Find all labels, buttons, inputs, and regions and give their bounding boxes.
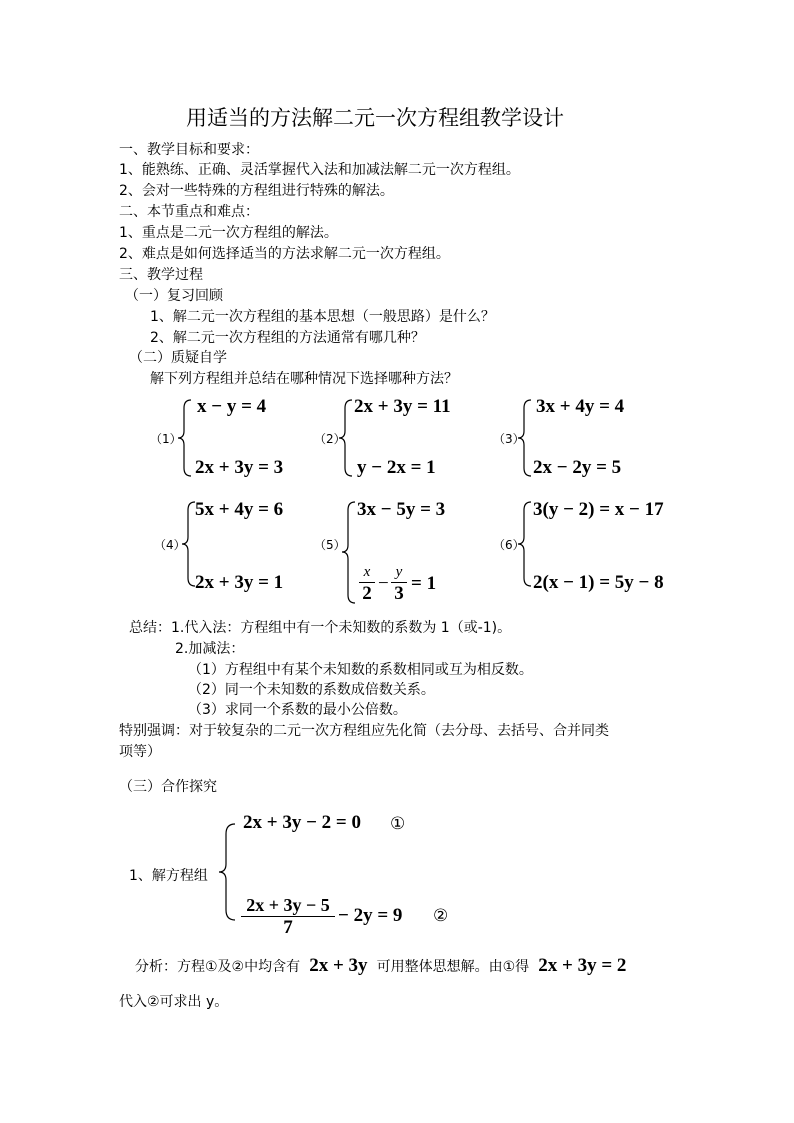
system-eq1: 2x + 3y = 11 — [354, 396, 451, 417]
subheading-self-study: （二）质疑自学 — [129, 350, 227, 366]
fraction-y-over-3: y 3 — [391, 564, 407, 604]
analysis-expr-2: 2x + 3y = 2 — [538, 955, 627, 976]
problem-eq1: 2x + 3y − 2 = 0 — [243, 812, 361, 833]
problem-label: 1、解方程组 — [129, 868, 208, 884]
subheading-review: （一）复习回顾 — [125, 288, 223, 304]
system-eq1: 3(y − 2) = x − 17 — [533, 499, 664, 520]
system-eq2: 2x − 2y = 5 — [533, 457, 622, 478]
summary-elimination-1: （1）方程组中有某个未知数的系数相同或互为相反数。 — [188, 662, 533, 678]
system-label: （6） — [493, 538, 525, 552]
system-eq2-rhs: = 1 — [411, 573, 437, 594]
system-eq2: 2x + 3y = 1 — [195, 572, 284, 593]
system-eq2: 2x + 3y = 3 — [195, 457, 284, 478]
analysis-text-1: 分析：方程①及②中均含有 — [135, 959, 301, 975]
page-title: 用适当的方法解二元一次方程组教学设计 — [186, 106, 564, 130]
self-study-prompt: 解下列方程组并总结在哪种情况下选择哪种方法？ — [150, 371, 458, 387]
problem-eq1-mark: ① — [390, 814, 406, 834]
review-q1: 1、解二元一次方程组的基本思想（一般思路）是什么？ — [150, 309, 495, 325]
subheading-cooperative: （三）合作探究 — [119, 779, 217, 795]
system-label: （2） — [314, 432, 346, 446]
problem-eq2-rest: − 2y = 9 — [338, 905, 403, 926]
system-eq1: x − y = 4 — [197, 396, 267, 417]
analysis-text-2: 可用整体思想解。由①得 — [376, 959, 530, 975]
analysis-expr-1: 2x + 3y — [309, 955, 368, 976]
problem-eq2-mark: ② — [433, 906, 449, 926]
review-q2: 2、解二元一次方程组的方法通常有哪几种？ — [150, 330, 425, 346]
summary-substitution: 总结：1.代入法：方程组中有一个未知数的系数为 1（或-1)。 — [129, 620, 512, 636]
left-brace-icon — [516, 500, 534, 588]
left-brace-icon — [516, 398, 534, 478]
system-label: （5） — [314, 538, 346, 552]
left-brace-icon — [337, 398, 355, 478]
system-eq2: y − 2x = 1 — [357, 457, 436, 478]
fraction-minus: − — [378, 573, 389, 594]
fraction-x-over-2: x 2 — [359, 564, 375, 604]
heading-process: 三、教学过程 — [119, 267, 203, 283]
heading-goals: 一、教学目标和要求： — [119, 142, 259, 158]
analysis-line-1 — [135, 955, 626, 977]
system-eq1: 3x + 4y = 4 — [536, 396, 625, 417]
key-point-2: 2、难点是如何选择适当的方法求解二元一次方程组。 — [119, 246, 450, 262]
left-brace-icon — [216, 822, 238, 922]
key-point-1: 1、重点是二元一次方程组的解法。 — [119, 225, 338, 241]
summary-elimination-2: （2）同一个未知数的系数成倍数关系。 — [188, 682, 435, 698]
problem-eq2-fraction: 2x + 3y − 5 7 — [241, 895, 335, 938]
goal-2: 2、会对一些特殊的方程组进行特殊的解法。 — [119, 183, 394, 199]
emphasis-line-1: 特别强调：对于较复杂的二元一次方程组应先化简（去分母、去括号、合并同类 — [119, 723, 609, 739]
system-label: （4） — [154, 538, 186, 552]
left-brace-icon — [176, 398, 194, 478]
system-eq2: 2(x − 1) = 5y − 8 — [533, 572, 664, 593]
system-eq1: 3x − 5y = 3 — [357, 499, 446, 520]
summary-elimination-3: （3）求同一个系数的最小公倍数。 — [188, 702, 407, 718]
goal-1: 1、能熟练、正确、灵活掌握代入法和加减法解二元一次方程组。 — [119, 162, 520, 178]
emphasis-line-2: 项等） — [119, 744, 161, 760]
system-label: （3） — [493, 432, 525, 446]
system-eq1: 5x + 4y = 6 — [195, 499, 284, 520]
heading-key-points: 二、本节重点和难点： — [119, 204, 259, 220]
analysis-line-2: 代入②可求出 y。 — [119, 994, 229, 1010]
left-brace-icon — [340, 500, 358, 605]
system-label: （1） — [150, 432, 182, 446]
summary-elimination: 2.加减法： — [175, 641, 245, 657]
